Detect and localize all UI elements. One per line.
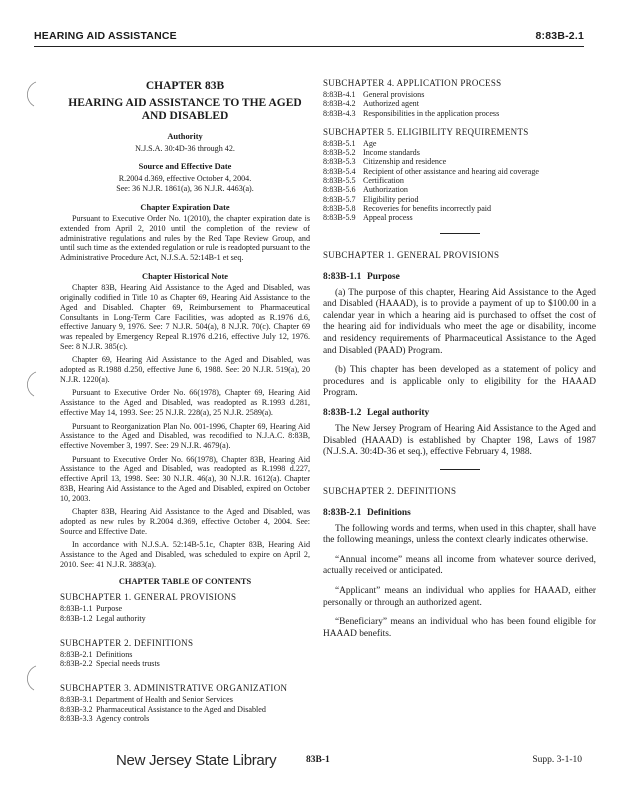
toc-entry-number: 8:83B-4.1 xyxy=(323,90,356,99)
toc-entry-title: Age xyxy=(363,138,377,148)
definition-paragraph: “Annual income” means all income from whatever source derived, actually received or anticipated. xyxy=(323,554,596,577)
section-number: 8:83B-1.2 xyxy=(323,407,362,418)
toc-entry xyxy=(323,176,596,185)
toc-entry xyxy=(323,109,596,118)
toc-subchapter-title: SUBCHAPTER 2. DEFINITIONS xyxy=(60,637,194,648)
toc-entry-number: 8:83B-3.2 xyxy=(60,704,93,714)
toc-entry xyxy=(323,90,596,99)
source-line-2: See: 36 N.J.R. 1861(a), 36 N.J.R. 4463(a). xyxy=(116,183,254,193)
section-heading xyxy=(323,508,596,518)
historical-note-heading: Chapter Historical Note xyxy=(142,271,228,281)
section-divider xyxy=(440,233,480,234)
section-paragraph: (b) This chapter has been developed as a statement of policy and procedures and is applicable only to eligibility for the HAAAD Program. xyxy=(323,365,596,399)
source-heading: Source and Effective Date xyxy=(138,162,232,172)
toc-entry-title: Authorized agent xyxy=(363,99,419,109)
toc-entry xyxy=(60,714,310,724)
toc-entry xyxy=(323,139,596,148)
toc-subchapter-title: SUBCHAPTER 1. GENERAL PROVISIONS xyxy=(60,592,237,603)
source-line-1: R.2004 d.369, effective October 4, 2004. xyxy=(118,174,252,184)
toc-entry-title: Special needs trusts xyxy=(96,659,160,669)
expiration-text: Pursuant to Executive Order No. 1(2010), the chapter expiration date is extended from April 2, 2010 until the completion of the review of administrative regulations and rules by the Red Tape Review Group, and until such time as the extended regulation or rule is readopted pursuant to the Administrative Procedure Act, N.J.S.A. 52:14B-1 et seq. xyxy=(60,214,310,263)
subchapter-heading: SUBCHAPTER 1. GENERAL PROVISIONS xyxy=(323,249,500,260)
toc-entry-title: Certification xyxy=(363,176,404,186)
historical-note-paragraph: Pursuant to Executive Order No. 66(1978), Chapter 83B, Hearing Aid Assistance to the Aged and Disabled, was readopted as R.1998 d.227, effective April 13, 1998. See: 30 N.J.R. 46(a), 30 N.J.R. 1612(a). Chapter 83B, Hearing Aid Assistance to the Aged and Disabled, expired on October 10, 2003. xyxy=(60,454,310,503)
toc-entry xyxy=(323,204,596,213)
toc-entry-title: Legal authority xyxy=(96,613,146,623)
historical-note-paragraph: Pursuant to Executive Order No. 66(1978), Chapter 69, Hearing Aid Assistance to the Aged and Disabled, was readopted as R.1993 d.281, effective May 14, 1993. See: 25 N.J.R. 228(a), 25 N.J.R. 2589(a). xyxy=(60,388,310,417)
toc-entry-number: 8:83B-5.5 xyxy=(323,176,356,186)
historical-note-paragraph: Chapter 83B, Hearing Aid Assistance to the Aged and Disabled, was adopted as new rules by R.2004 d.369, effective October 4, 2004. See: Source and Effective Date. xyxy=(60,507,310,536)
toc-entry xyxy=(323,185,596,194)
header-title: HEARING AID ASSISTANCE xyxy=(34,30,177,42)
punch-hole-mark-icon xyxy=(20,80,42,108)
running-header xyxy=(34,30,584,46)
definition-paragraph: “Applicant” means an individual who applies for HAAAD, either personally or through an authorized agent. xyxy=(323,586,596,608)
subchapter-heading: SUBCHAPTER 2. DEFINITIONS xyxy=(323,485,457,496)
historical-note-paragraph: Chapter 83B, Hearing Aid Assistance to the Aged and Disabled, was originally codified in Title 10 as Chapter 69, Hearing Aid Assistance to the Aged and Disabled. Chapter 69, Reimbursement to Pharmaceutical Consultants in Long-Term Care Facilities, was adopted as R.1976 d.6, effective January 9, 1976. See: 7 N.J.R. 504(a), 8 N.J.R. 70(c). Chapter 69 was repealed by Emergency Repeal R.1976 d.216, effective July 12, 1976. See: 8 N.J.R. 385(c). xyxy=(60,283,310,351)
section-number: 8:83B-1.1 xyxy=(323,271,362,282)
section-heading xyxy=(323,408,596,418)
left-column xyxy=(60,78,310,724)
historical-note-paragraph: Pursuant to Reorganization Plan No. 001-1996, Chapter 69, Hearing Aid Assistance to the Aged and Disabled, was recodified to N.J.A.C. 8:83B, effective November 3, 1997. See: 29 N.J.R. 4679(a). xyxy=(60,421,310,450)
historical-note-paragraph: In accordance with N.J.S.A. 52:14B-5.1c, Chapter 83B, Hearing Aid Assistance to the Aged and Disabled, was scheduled to expire on April 2, 2010. See: 41 N.J.R. 3883(a). xyxy=(60,540,310,569)
toc-subchapter-title: SUBCHAPTER 4. APPLICATION PROCESS xyxy=(323,78,502,88)
toc-entry-title: Recoveries for benefits incorrectly paid xyxy=(363,203,492,213)
punch-hole-mark-icon xyxy=(20,370,42,398)
header-rule xyxy=(34,46,584,47)
toc-entry xyxy=(60,659,310,669)
section-heading xyxy=(323,272,596,282)
page-footer xyxy=(0,752,618,772)
chapter-title: HEARING AID ASSISTANCE TO THE AGED AND DISABLED xyxy=(68,97,302,122)
section-title: Purpose xyxy=(367,271,400,282)
toc-entry xyxy=(60,705,310,715)
toc-entry-title: Recipient of other assistance and hearing aid coverage xyxy=(363,166,539,176)
historical-note-paragraph: Chapter 69, Hearing Aid Assistance to the Aged and Disabled, was adopted as R.1988 d.250, effective June 6, 1988. See: 20 N.J.R. 519(a), 20 N.J.R. 1220(a). xyxy=(60,355,310,384)
toc-entry-number: 8:83B-1.1 xyxy=(60,604,93,614)
chapter-number: CHAPTER 83B xyxy=(145,80,225,92)
toc-entry xyxy=(323,213,596,222)
toc-entry-number: 8:83B-5.4 xyxy=(323,166,356,176)
toc-entry-title: Appeal process xyxy=(363,213,413,223)
toc-entry-number: 8:83B-4.3 xyxy=(323,108,356,118)
toc-entry-title: Agency controls xyxy=(96,714,150,724)
toc-entry-number: 8:83B-5.3 xyxy=(323,157,356,167)
toc-entry-title: Income standards xyxy=(363,148,420,158)
toc-entry-title: General provisions xyxy=(363,90,425,99)
expiration-heading: Chapter Expiration Date xyxy=(140,202,230,212)
toc-entry xyxy=(60,650,310,660)
supplement-date: Supp. 3-1-10 xyxy=(532,755,582,765)
toc-entry-title: Purpose xyxy=(96,604,123,614)
toc-subchapter-title: SUBCHAPTER 3. ADMINISTRATIVE ORGANIZATION xyxy=(60,682,288,693)
toc-entry-number: 8:83B-5.2 xyxy=(323,148,356,158)
section-paragraph: The New Jersey Program of Hearing Aid Assistance to the Aged and Disabled (HAAAD) is established by Chapter 198, Laws of 1987 (N.J.S.A. 30:4D-36 et seq.), effective February 4, 1988. xyxy=(323,423,596,458)
toc-entry-title: Eligibility period xyxy=(363,194,419,204)
toc-entry xyxy=(323,148,596,157)
toc-entry xyxy=(323,99,596,108)
toc-entry-number: 8:83B-5.9 xyxy=(323,213,356,223)
toc-entry-title: Citizenship and residence xyxy=(363,157,447,167)
section-title: Legal authority xyxy=(367,407,430,418)
toc-entry-title: Pharmaceutical Assistance to the Aged and Disabled xyxy=(96,704,266,714)
authority-text: N.J.S.A. 30:4D-36 through 42. xyxy=(135,143,235,153)
punch-hole-mark-icon xyxy=(20,664,42,692)
toc-entry xyxy=(60,604,310,614)
table-of-contents-heading: CHAPTER TABLE OF CONTENTS xyxy=(118,577,252,587)
toc-entry xyxy=(323,195,596,204)
page-number: 83B-1 xyxy=(306,755,330,765)
toc-entry-number: 8:83B-3.3 xyxy=(60,714,93,724)
toc-entry-title: Authorization xyxy=(363,185,408,195)
section-title: Definitions xyxy=(367,507,411,518)
section-paragraph: The following words and terms, when used in this chapter, shall have the following meanings, unless the context clearly indicates otherwise. xyxy=(323,523,596,546)
toc-subchapter-title: SUBCHAPTER 5. ELIGIBILITY REQUIREMENTS xyxy=(323,126,529,137)
section-paragraph: (a) The purpose of this chapter, Hearing Aid Assistance to the Aged and Disabled (HAAAD), is to provide a payment of up to $100.00 in a calendar year in which a hearing aid is purchased to offset the cost of the hearing aid for individuals who meet the age or disability, income and residency requirements of Pharmaceutical Assistance to the Aged and Disabled (PAAD) Program. xyxy=(323,287,596,356)
toc-entry-number: 8:83B-4.2 xyxy=(323,99,356,109)
section-number: 8:83B-2.1 xyxy=(323,507,362,518)
toc-entry-title: Definitions xyxy=(96,649,133,659)
library-watermark: New Jersey State Library xyxy=(116,752,277,769)
toc-entry-title: Responsibilities in the application process xyxy=(363,108,500,118)
toc-entry xyxy=(60,614,310,624)
right-column xyxy=(323,78,596,648)
toc-entry-number: 8:83B-3.1 xyxy=(60,694,93,704)
authority-heading: Authority xyxy=(167,132,203,141)
toc-entry-number: 8:83B-2.2 xyxy=(60,659,93,669)
toc-entry-number: 8:83B-5.8 xyxy=(323,203,356,213)
toc-entry-number: 8:83B-1.2 xyxy=(60,613,93,623)
toc-entry-number: 8:83B-5.7 xyxy=(323,194,356,204)
toc-entry-number: 8:83B-5.1 xyxy=(323,138,356,148)
section-divider xyxy=(440,469,480,470)
toc-entry xyxy=(323,167,596,176)
toc-entry-number: 8:83B-5.6 xyxy=(323,185,356,195)
definition-paragraph: “Beneficiary” means an individual who has been found eligible for HAAAD benefits. xyxy=(323,617,596,639)
toc-entry-number: 8:83B-2.1 xyxy=(60,649,93,659)
toc-entry xyxy=(60,695,310,705)
header-section-code: 8:83B-2.1 xyxy=(535,30,584,42)
toc-entry xyxy=(323,157,596,166)
toc-entry-title: Department of Health and Senior Services xyxy=(96,694,233,704)
